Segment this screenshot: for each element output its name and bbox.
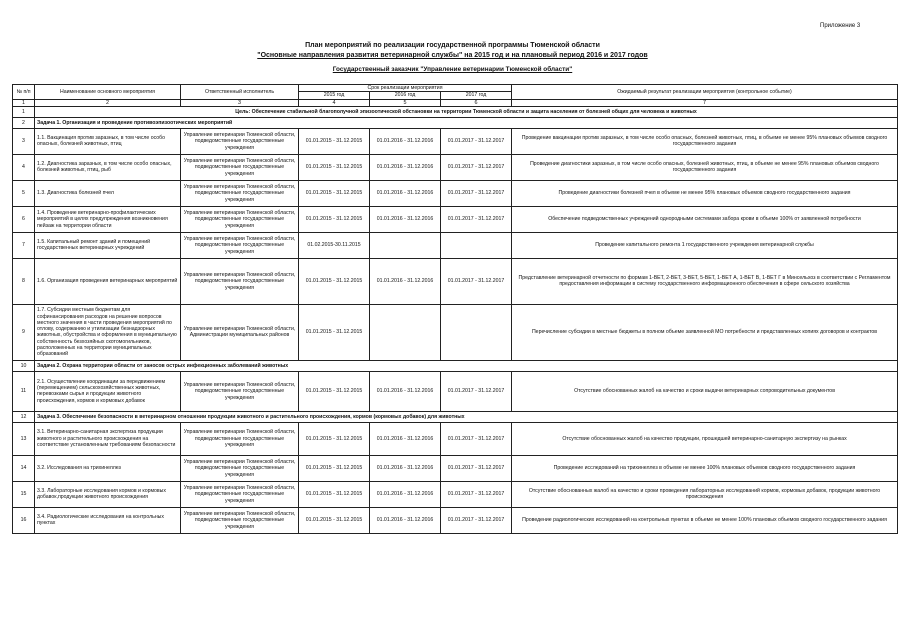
header-period: Срок реализации мероприятия — [299, 85, 512, 92]
period-2016: 01.01.2016 - 31.12.2016 — [370, 455, 441, 481]
expected-result: Отсутствие обоснованных жалоб на качество и сроки проведения лабораторных исследований кормов, кормовых добавок, продукции животного происхождения — [512, 481, 898, 507]
table-row — [13, 422, 898, 455]
expected-result: Перечисление субсидии в местные бюджеты в полном объеме заявленной МО потребности и представленных копиях договоров и контрактов — [512, 304, 898, 360]
expected-result: Отсутствие обоснованных жалоб на качество продукции, прошедшей ветеринарно-санитарную экспертизу на рынках — [512, 422, 898, 455]
activity-name: 1.5. Капитальный ремонт зданий и помещений государственных ветеринарных учреждений — [35, 232, 181, 258]
row-num: 15 — [13, 481, 35, 507]
activity-name: 1.7. Субсидии местным бюджетам для софинансирования расходов на решение вопросов местного значения в части проведения мероприятий по отлову, содержанию и утилизации безнадзорных животных, обустройства и оформления в муниципальную собственность безхозяйных скотомогильников, расположенных на территории муниципальных образований — [35, 304, 181, 360]
executor: Управление ветеринарии Тюменской области, подведомственные государственные учреждения — [181, 180, 299, 206]
table-row — [13, 371, 898, 411]
period-2015: 01.01.2015 - 31.12.2015 — [299, 258, 370, 304]
period-2015: 01.01.2015 - 31.12.2015 — [299, 154, 370, 180]
period-2015: 01.01.2015 - 31.12.2015 — [299, 128, 370, 154]
row-num: 3 — [13, 128, 35, 154]
row-num: 14 — [13, 455, 35, 481]
executor: Управление ветеринарии Тюменской области, подведомственные государственные учреждения — [181, 455, 299, 481]
header-num: № п/п — [13, 85, 35, 100]
row-num: 16 — [13, 507, 35, 533]
period-2016: 01.01.2016 - 31.12.2016 — [370, 154, 441, 180]
task-row — [13, 117, 898, 128]
expected-result: Проведение вакцинации против заразных, в том числе особо опасных, болезней животных, птиц, в объеме не менее 95% плановых объемов сводного государственного задания — [512, 128, 898, 154]
activity-name: 3.2. Исследования на трихинеллез — [35, 455, 181, 481]
row-num: 7 — [13, 232, 35, 258]
table-row — [13, 206, 898, 232]
col-number: 5 — [370, 99, 441, 106]
period-2015: 01.01.2015 - 31.12.2015 — [299, 371, 370, 411]
row-num: 12 — [13, 411, 35, 422]
executor: Управление ветеринарии Тюменской области, подведомственные государственные учреждения — [181, 232, 299, 258]
executor: Управление ветеринарии Тюменской области, Администрации муниципальных районов — [181, 304, 299, 360]
expected-result: Проведение диагностики заразных, в том числе особо опасных, болезней животных, птиц, в объеме не менее 95% плановых объемов сводного государственного задания — [512, 154, 898, 180]
period-2015: 01.01.2015 - 31.12.2015 — [299, 481, 370, 507]
row-num: 4 — [13, 154, 35, 180]
period-2016 — [370, 304, 441, 360]
period-2017: 01.01.2017 - 31.12.2017 — [441, 180, 512, 206]
table-row — [13, 507, 898, 533]
goal-text: Цель: Обеспечение стабильной благополучной эпизоотической обстановки на территории Тюменской области и защита населения от болезней общих для человека и животных — [35, 106, 898, 117]
period-2016: 01.01.2016 - 31.12.2016 — [370, 180, 441, 206]
period-2017 — [441, 232, 512, 258]
executor: Управление ветеринарии Тюменской области, подведомственные государственные учреждения — [181, 258, 299, 304]
period-2017: 01.01.2017 - 31.12.2017 — [441, 371, 512, 411]
header-2016: 2016 год — [370, 92, 441, 99]
activity-name: 3.1. Ветеринарно-санитарная экспертиза продукции животного и растительного происхождения на соответствие установленным требованиям безопасности — [35, 422, 181, 455]
executor: Управление ветеринарии Тюменской области, подведомственные государственные учреждения — [181, 481, 299, 507]
task-text: Задача 3. Обеспечение безопасности в ветеринарном отношении продукции животного и растительного происхождения, кормов (кормовых добавок) для животных — [35, 411, 898, 422]
period-2016: 01.01.2016 - 31.12.2016 — [370, 206, 441, 232]
appendix-label: Приложение 3 — [820, 23, 861, 29]
period-2015: 01.01.2015 - 31.12.2015 — [299, 304, 370, 360]
col-number: 4 — [299, 99, 370, 106]
period-2015: 01.01.2015 - 31.12.2015 — [299, 180, 370, 206]
task-text: Задача 2. Охрана территории области от заносов острых инфекционных заболеваний животных — [35, 360, 898, 371]
customer-title: Государственный заказчик "Управление ветеринарии Тюменской области" — [332, 66, 573, 73]
row-num: 5 — [13, 180, 35, 206]
task-text: Задача 1. Организация и проведение противоэпизоотических мероприятий — [35, 117, 898, 128]
document-title: План мероприятий по реализации государственной программы Тюменской области — [305, 42, 600, 49]
period-2017: 01.01.2017 - 31.12.2017 — [441, 258, 512, 304]
table-row — [13, 154, 898, 180]
period-2017: 01.01.2017 - 31.12.2017 — [441, 455, 512, 481]
activity-name: 3.4. Радиологические исследования на контрольных пунктах — [35, 507, 181, 533]
period-2017: 01.01.2017 - 31.12.2017 — [441, 206, 512, 232]
period-2016 — [370, 232, 441, 258]
row-num: 13 — [13, 422, 35, 455]
task-row — [13, 411, 898, 422]
table-row — [13, 128, 898, 154]
expected-result: Проведение исследований на трихинеллез в объеме не менее 100% плановых объемов сводного государственного задания — [512, 455, 898, 481]
period-2015: 01.02.2015-30.11.2015 — [299, 232, 370, 258]
expected-result: Проведение диагностики болезней пчел в объеме не менее 95% плановых объемов сводного государственного задания — [512, 180, 898, 206]
executor: Управление ветеринарии Тюменской области, подведомственные государственные учреждения — [181, 371, 299, 411]
header-executor: Ответственный исполнитель — [181, 85, 299, 100]
period-2015: 01.01.2015 - 31.12.2015 — [299, 206, 370, 232]
activity-name: 1.4. Проведение ветеринарно-профилактических мероприятий в целях предупреждения возникновения пейзаж на территории области — [35, 206, 181, 232]
table-row — [13, 304, 898, 360]
program-title: "Основные направления развития ветеринарной службы" на 2015 год и на плановый период 2016 и 2017 годов — [257, 52, 648, 59]
header-result: Ожидаемый результат реализации мероприятия (контрольное событие) — [512, 85, 898, 100]
expected-result: Обеспечение подведомственных учреждений однородными системами забора крови в объеме 100% от заявленной потребности — [512, 206, 898, 232]
period-2017: 01.01.2017 - 31.12.2017 — [441, 128, 512, 154]
row-num: 6 — [13, 206, 35, 232]
column-numbers-row — [13, 99, 898, 106]
col-number: 6 — [441, 99, 512, 106]
period-2016: 01.01.2016 - 31.12.2016 — [370, 371, 441, 411]
period-2015: 01.01.2015 - 31.12.2015 — [299, 507, 370, 533]
table-row — [13, 481, 898, 507]
col-number: 2 — [35, 99, 181, 106]
executor: Управление ветеринарии Тюменской области, подведомственные государственные учреждения — [181, 206, 299, 232]
table-row — [13, 455, 898, 481]
row-num: 2 — [13, 117, 35, 128]
period-2017: 01.01.2017 - 31.12.2017 — [441, 154, 512, 180]
period-2016: 01.01.2016 - 31.12.2016 — [370, 481, 441, 507]
activity-name: 1.3. Диагностика болезней пчел — [35, 180, 181, 206]
header-name: Наименование основного мероприятия — [35, 85, 181, 100]
activity-name: 1.1. Вакцинация против заразных, в том числе особо опасных, болезней животных, птиц — [35, 128, 181, 154]
period-2016: 01.01.2016 - 31.12.2016 — [370, 128, 441, 154]
table-row — [13, 232, 898, 258]
header-row — [13, 85, 898, 92]
expected-result: Представление ветеринарной отчетности по формам 1-ВЕТ, 2-ВЕТ, 3-ВЕТ, 5-ВЕТ, 1-ВЕТ А, 1-ВЕТ В, 1-ВЕТ Г в Минсельхоз в соответствии с Регламентом предоставления информации в систему государственного информационного обеспечения в сфере сельского хозяйства — [512, 258, 898, 304]
row-num: 1 — [13, 106, 35, 117]
expected-result: Проведение радиологических исследований на контрольных пунктах в объеме не менее 100% плановых объемов сводного государственного задания — [512, 507, 898, 533]
task-row — [13, 360, 898, 371]
period-2015: 01.01.2015 - 31.12.2015 — [299, 422, 370, 455]
executor: Управление ветеринарии Тюменской области, подведомственные государственные учреждения — [181, 422, 299, 455]
expected-result: Проведение капитального ремонта 1 государственного учреждения ветеринарной службы — [512, 232, 898, 258]
row-num: 9 — [13, 304, 35, 360]
row-num: 10 — [13, 360, 35, 371]
period-2017: 01.01.2017 - 31.12.2017 — [441, 507, 512, 533]
activity-name: 3.3. Лабораторные исследования кормов и кормовых добавок,продукции животного происхождения — [35, 481, 181, 507]
table-row — [13, 180, 898, 206]
col-number: 3 — [181, 99, 299, 106]
row-num: 8 — [13, 258, 35, 304]
table-row — [13, 258, 898, 304]
activity-name: 1.6. Организация проведения ветеринарных мероприятий — [35, 258, 181, 304]
activity-name: 1.2. Диагностика заразных, в том числе особо опасных, болезней животных, птиц, рыб — [35, 154, 181, 180]
period-2017: 01.01.2017 - 31.12.2017 — [441, 481, 512, 507]
period-2015: 01.01.2015 - 31.12.2015 — [299, 455, 370, 481]
expected-result: Отсутствие обоснованных жалоб на качество и сроки выдачи ветеринарных сопроводительных документов — [512, 371, 898, 411]
period-2016: 01.01.2016 - 31.12.2016 — [370, 422, 441, 455]
executor: Управление ветеринарии Тюменской области, подведомственные государственные учреждения — [181, 154, 299, 180]
goal-row — [13, 106, 898, 117]
executor: Управление ветеринарии Тюменской области, подведомственные государственные учреждения — [181, 128, 299, 154]
period-2017: 01.01.2017 - 31.12.2017 — [441, 422, 512, 455]
period-2017 — [441, 304, 512, 360]
activity-name: 2.1. Осуществление координации за передвижением (перемещением) сельскохозяйственных животных, перевозками сырья и продукции животного происхождения, кормов и кормовых добавок — [35, 371, 181, 411]
col-number: 1 — [13, 99, 35, 106]
period-2016: 01.01.2016 - 31.12.2016 — [370, 507, 441, 533]
col-number: 7 — [512, 99, 898, 106]
header-2015: 2015 год — [299, 92, 370, 99]
header-2017: 2017 год — [441, 92, 512, 99]
plan-table — [12, 84, 898, 534]
period-2016: 01.01.2016 - 31.12.2016 — [370, 258, 441, 304]
executor: Управление ветеринарии Тюменской области, подведомственные государственные учреждения — [181, 507, 299, 533]
row-num: 11 — [13, 371, 35, 411]
